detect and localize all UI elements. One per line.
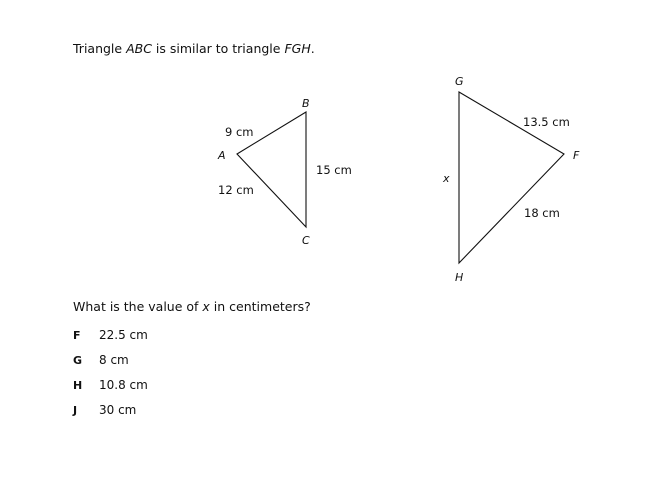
choice-letter: H — [73, 379, 83, 392]
vertex-h-label: H — [455, 271, 464, 284]
choice-letter: G — [73, 354, 83, 367]
side-gf-label: 13.5 cm — [523, 115, 570, 129]
side-fh-label: 18 cm — [524, 206, 560, 220]
prompt-pre: Triangle — [73, 41, 127, 56]
answer-choice-j[interactable] — [73, 403, 136, 417]
choice-letter: J — [73, 404, 78, 417]
vertex-b-label: B — [302, 97, 310, 110]
side-ac-label: 12 cm — [218, 183, 254, 197]
side-gh-label: x — [443, 172, 450, 185]
answer-choice-h[interactable] — [73, 378, 148, 392]
triangle-abc-name: ABC — [126, 41, 152, 56]
choice-text: 22.5 cm — [99, 328, 148, 342]
vertex-c-label: C — [302, 234, 310, 247]
question-text — [73, 299, 311, 314]
question-post: in centimeters? — [209, 299, 311, 314]
question-variable: x — [202, 299, 210, 314]
choice-text: 30 cm — [99, 403, 137, 417]
question-pre: What is the value of — [73, 299, 203, 314]
vertex-g-label: G — [455, 75, 464, 88]
vertex-f-label: F — [573, 149, 580, 162]
prompt-mid: is similar to triangle — [151, 41, 285, 56]
choice-text: 8 cm — [99, 353, 129, 367]
answer-choice-f[interactable] — [73, 328, 148, 342]
triangle-fgh-name: FGH — [284, 41, 311, 56]
answer-choice-g[interactable] — [73, 353, 129, 367]
side-bc-label: 15 cm — [316, 163, 352, 177]
side-ab-label: 9 cm — [225, 125, 254, 139]
prompt-post: . — [310, 41, 315, 56]
choice-letter: F — [73, 329, 81, 342]
vertex-a-label: A — [218, 149, 226, 162]
choice-text: 10.8 cm — [99, 378, 148, 392]
